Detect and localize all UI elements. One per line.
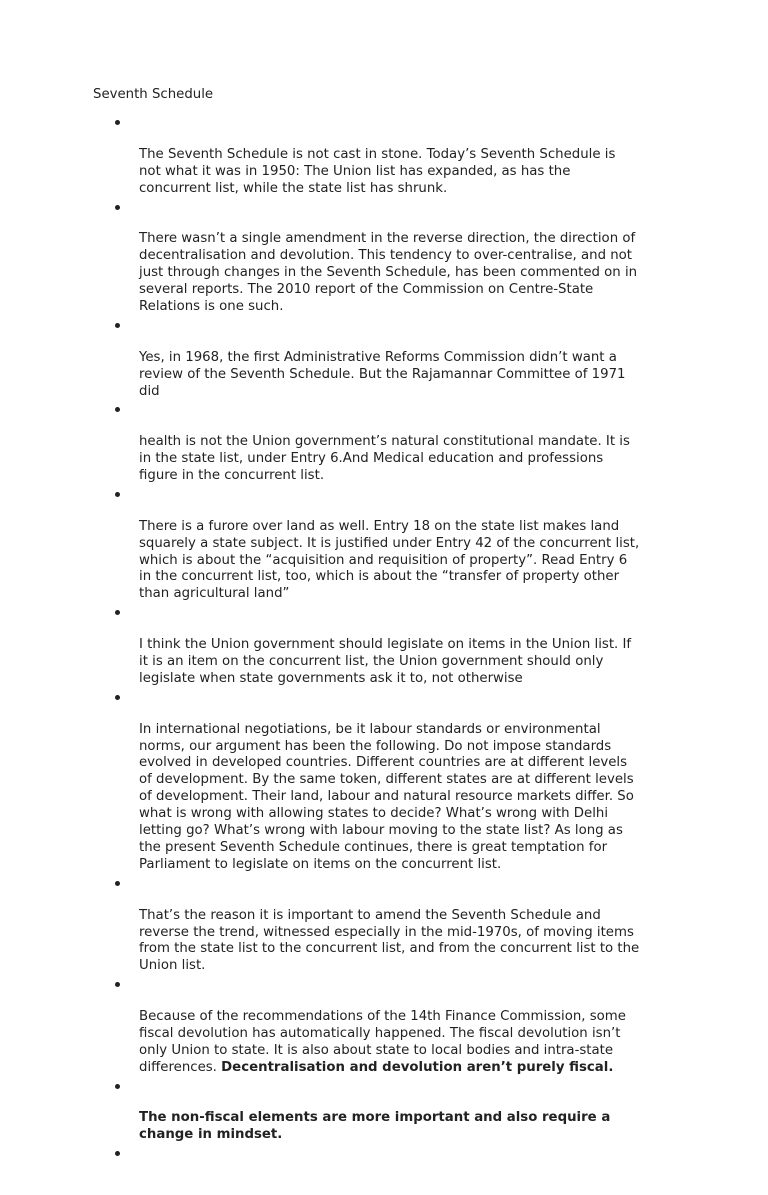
list-item [0,688,679,874]
bullet-text: The non-fiscal elements are more important and also require a change in mindset. [139,1110,611,1143]
bullet-text: That’s the reason it is important to amend the Seventh Schedule and reverse the trend, witnessed especially in the mid-1970s, of moving items from the state list to the concurrent list, and from the concurrent list to the Union list. [139,907,640,974]
bullet-text: In international negotiations, be it labour standards or environmental norms, our argument has been the following. Do not impose standards evolved in developed countries. Different countries are at different levels of development. By the same token, different states are at different levels of development. Their land, labour and natural resource markets differ. So what is wrong with allowing states to decide? What’s wrong with Delhi letting go? What’s wrong with labour moving to the state list? As long as the present Seventh Schedule continues, there is great temptation for Parliament to legislate on items on the concurrent list. [139,721,634,872]
bullet-icon [115,1151,120,1156]
list-item [0,603,679,688]
list-item [0,1077,679,1145]
bullet-icon [115,120,120,125]
bullet-text [139,1009,626,1075]
bullet-text: There wasn’t a single amendment in the reverse direction, the direction of decentralisation and devolution. This tendency to over-centralise, and not just through changes in the Seventh Schedule, has been commented on in several reports. The 2010 report of the Commission on Centre-State Relations is one such. [139,231,638,314]
bullet-icon [115,205,120,210]
bullet-icon [115,982,120,987]
bullet-list [0,113,768,1195]
document-title: Seventh Schedule [93,87,214,102]
bullet-icon [115,492,120,497]
bullet-text-regular: Because of the recommendations of the 14th Finance Commission, some fiscal devolution has automatically happened. The fiscal devolution isn’t only Union to state. It is also about state to local bodies and intra-state differences. [139,1009,626,1075]
list-item [0,975,679,1076]
bullet-text: Yes, in 1968, the first Administrative Reforms Commission didn’t want a review of the Seventh Schedule. But the Rajamannar Committee of 1971 did [139,349,626,399]
bullet-text-bold: Decentralisation and devolution aren’t purely fiscal. [221,1059,614,1075]
bullet-icon [115,407,120,412]
bullet-text: There is a furore over land as well. Entry 18 on the state list makes land squarely a state subject. It is justified under Entry 42 of the concurrent list, which is about the “acquisition and requisition of property”. Read Entry 6 in the concurrent list, too, which is about the “transfer of property other than agricultural land” [139,518,640,602]
bullet-icon [115,610,120,615]
bullet-icon [115,695,120,700]
bullet-text: The Seventh Schedule is not cast in stone. Today’s Seventh Schedule is not what it was in 1950: The Union list has expanded, as has the concurrent list, while the state list has shrunk. [139,146,616,196]
list-item [0,198,679,316]
bullet-text: I think the Union government should legislate on items in the Union list. If it is an item on the concurrent list, the Union government should only legislate when state governments ask it to, not otherwise [139,637,632,686]
bullet-text: health is not the Union government’s natural constitutional mandate. It is in the state list, under Entry 6.And Medical education and professions figure in the concurrent list. [139,434,630,484]
bullet-icon [115,881,120,886]
list-item [0,485,679,603]
list-item [0,874,679,975]
list-item [0,316,679,401]
bullet-icon [115,323,120,328]
bullet-icon [115,1084,120,1089]
list-item [0,113,679,198]
list-item-empty [0,1144,679,1195]
list-item [0,400,679,485]
